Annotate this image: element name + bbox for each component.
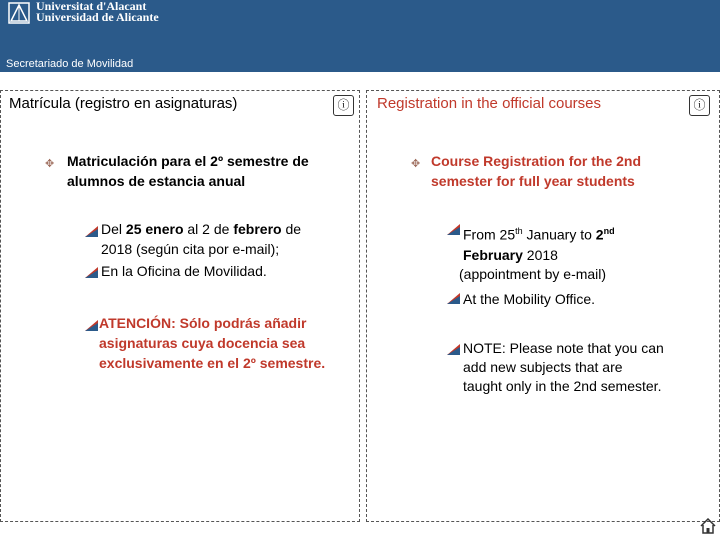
panel-title-en: Registration in the official courses [377, 95, 602, 112]
spanish-panel [0, 90, 360, 522]
english-panel [366, 90, 720, 522]
bullet-icon: ✥ [411, 158, 421, 170]
home-icon[interactable] [700, 518, 716, 534]
arrow-bullet-icon [85, 226, 98, 237]
arrow-bullet-icon [447, 344, 460, 355]
info-icon[interactable]: ⓘ [333, 95, 354, 116]
office-es: En la Oficina de Movilidad. [101, 263, 267, 279]
arrow-bullet-icon [85, 267, 98, 278]
arrow-bullet-icon [85, 320, 98, 331]
info-icon[interactable]: ⓘ [689, 95, 710, 116]
arrow-bullet-icon [447, 293, 460, 304]
appointment-en: (appointment by e-mail) [459, 266, 607, 282]
arrow-bullet-icon [447, 224, 460, 235]
header-banner [0, 0, 720, 72]
university-name: Universitat d'Alacant Universidad de Alicante [36, 0, 159, 24]
bullet-icon: ✥ [45, 158, 55, 170]
university-logo [8, 2, 30, 24]
heading-es: Matriculación para el 2º semestre de alumnos de estancia anual [67, 153, 309, 189]
office-en: At the Mobility Office. [463, 291, 596, 307]
warning-es: ATENCIÓN: Sólo podrás añadir asignaturas cuya docencia sea exclusivamente en el 2º semestre. [99, 315, 326, 371]
dates-es: Del 25 enero al 2 de febrero de 2018 (según cita por e-mail); [101, 221, 302, 257]
note-en: NOTE: Please note that you can add new subjects that are taught only in the 2nd semester. [463, 340, 664, 394]
department-name: Secretariado de Movilidad [6, 58, 134, 70]
dates-en: From 25th January to 2nd February 2018 [463, 226, 615, 263]
panel-title-es: Matrícula (registro en asignaturas) [9, 95, 238, 112]
heading-en: Course Registration for the 2nd semester for full year students [431, 153, 642, 189]
